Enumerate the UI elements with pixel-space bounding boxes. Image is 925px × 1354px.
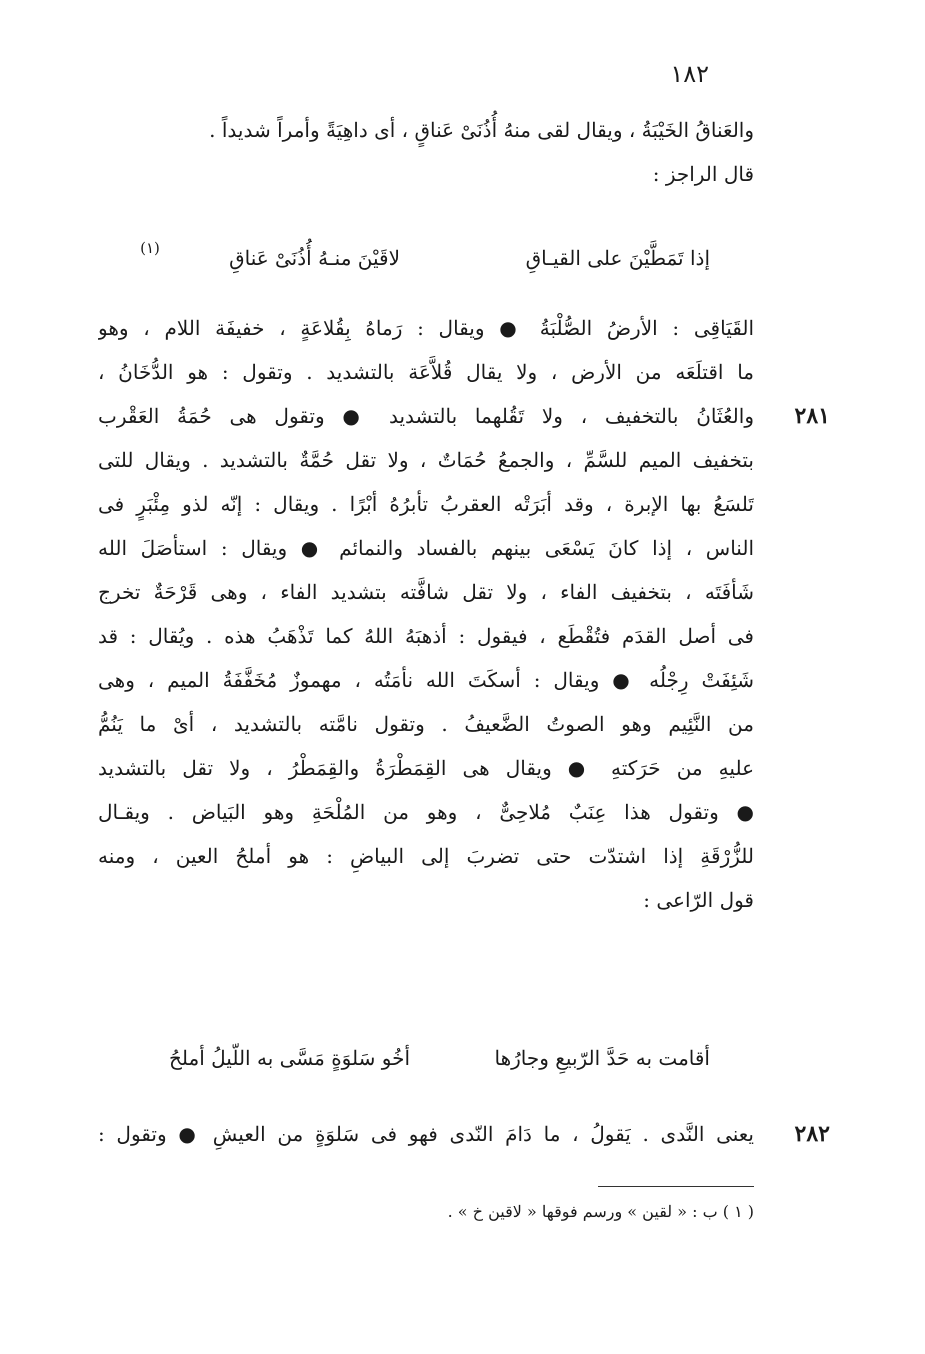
footnote-divider xyxy=(598,1186,754,1187)
text-line: ما اقتلَعَه من الأرض ، ولا يقال قُلاَّعَة بالتشديد . وتقول : هو الدُّخَانُ ، xyxy=(98,360,754,384)
text-line: من النَّئِيم وهو الصوتُ الضَّعيفُ . وتقول نامَّته بالتشديد ، أىْ ما يَنُمُّ xyxy=(98,712,754,736)
verse-2-hemistich-left: أخُو سَلوَةٍ مَسَّى به اللّيلُ أملحُ xyxy=(169,1046,410,1070)
text-line: تَلسَعُ بها الإبرة ، وقد أبَرَتْه العقربُ تأبرُهُ أبْرًا . ويقال : إنّه لذو مِئْبَرٍ فى xyxy=(98,492,754,516)
verse-2-hemistich-right: أقامت به حَدَّ الرّبيعِ وجارُها xyxy=(494,1046,710,1070)
opening-lines xyxy=(98,108,754,196)
text-line: والعُثَانُ بالتخفيف ، ولا تَقُلهما بالتشديد ● وتقول هى حُمَةُ العَقْرب xyxy=(98,404,754,428)
text-line: والعَناقُ الخَيْبَةُ ، ويقال لقى منهُ أُذُنَىْ عَناقٍ ، أى داهِيَةً وأمراً شديداً . xyxy=(209,118,754,142)
closing-paragraph xyxy=(98,1112,754,1156)
text-line: القَيَاقِى : الأرضُ الصُّلْبَةُ ● ويقال : رَماهُ بِقُلاعَةٍ ، خفيفَة اللام ، وهو xyxy=(98,316,754,340)
text-line: قال الراجز : xyxy=(652,162,754,186)
text-line: قول الرّاعى : xyxy=(643,888,754,912)
main-paragraph xyxy=(98,306,754,922)
text-line: شَئِفَتْ رِجْلُه ● ويقال : أسكَتَ الله نأمَتُه ، مهموزٌ مُخَفَّفَةُ الميم ، وهى xyxy=(98,668,754,692)
text-line: يعنى النَّدى . يَقولُ ، ما دَامَ النّدى فهو فى سَلوَةٍ من العيشِ ● وتقول : xyxy=(98,1122,754,1146)
text-line: ● وتقول هذا عِنَبٌ مُلاحِىٌّ ، وهو من المُلْحَةِ وهو البَياض . ويقـال xyxy=(98,800,754,824)
footnote-marker: (١) xyxy=(140,239,160,257)
text-line: بتخفيف الميم للسَّمِّ ، والجمعُ حُمَاتٌ ، ولا تقل حُمَّةٌ بالتشديد . ويقال للتى xyxy=(98,448,754,472)
page-number: ١٨٢ xyxy=(670,60,709,88)
text-line: فى أصل القدَم فتُقْطَع ، فيقول : أذهبَهُ اللهُ كما تَذْهَبُ هذه . ويُقال : قد xyxy=(98,624,754,648)
section-number-282: ٢٨٢ xyxy=(794,1121,830,1147)
verse-1-hemistich-right: إذا تَمَطَّيْنَ على القيـاقِ xyxy=(525,246,710,270)
text-line: شَأفَتَه ، بتخفيف الفاء ، ولا تقل شافَّته بتشديد الفاء ، وهى قَرْحَةٌ تخرج xyxy=(98,580,754,604)
text-line: عليهِ من حَرَكتهِ ● ويقال هى القِمَطْرَةُ والقِمَطْرُ ، ولا تقل بالتشديد xyxy=(98,756,754,780)
text-line: للزُّرْقَةِ إذا اشتدّت حتى تضربَ إلى البياضِ : هو أملحُ العين ، ومنه xyxy=(98,844,754,868)
footnote: ( ١ ) ب : « لقين » ورسم فوقها « لاقين خ » . xyxy=(447,1202,754,1221)
text-line: الناس ، إذا كانَ يَسْعَى بينهم بالفساد والنمائم ● ويقال : استأصَلَ الله xyxy=(98,536,754,560)
section-number-281: ٢٨١ xyxy=(794,403,830,429)
verse-1-hemistich-left: لاقَيْنَ منـهُ أُذُنَىْ عَناقِ xyxy=(229,246,400,270)
